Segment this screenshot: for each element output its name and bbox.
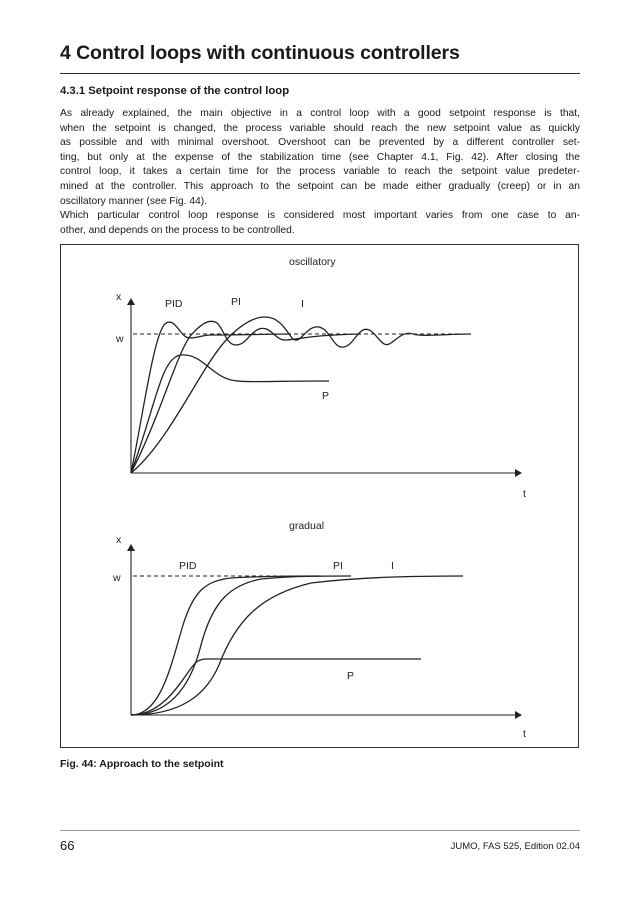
top-setpoint-label: w (116, 333, 124, 345)
figure-frame (60, 244, 579, 748)
top-label-i: I (301, 298, 304, 310)
top-plot-title: oscillatory (289, 256, 336, 268)
top-x-axis-label: t (523, 488, 526, 500)
body-line: when the setpoint is changed, the process variable should reach the new setpoint value as quickly (60, 122, 580, 134)
bottom-label-i: I (391, 560, 394, 572)
title-divider (60, 73, 580, 74)
body-line: Which particular control loop response is considered most important varies from one case to an- (60, 210, 580, 222)
body-line: mined at the controller. This approach to the setpoint can be made either gradually (creep) or in an (60, 180, 580, 192)
bottom-label-pid: PID (179, 560, 197, 572)
chapter-title: 4 Control loops with continuous controllers (60, 42, 460, 64)
top-curve-p (131, 355, 329, 473)
body-line: As already explained, the main objective in a control loop with a good setpoint response is that, (60, 108, 580, 119)
body-line: oscillatory manner (see Fig. 44). (60, 195, 208, 207)
section-heading: 4.3.1 Setpoint response of the control loop (60, 85, 290, 97)
figure-caption: Fig. 44: Approach to the setpoint (60, 758, 224, 770)
top-y-axis-label: x (116, 291, 122, 303)
bottom-curve-pi (131, 576, 351, 715)
top-curve-i (131, 317, 471, 473)
top-label-pi: PI (231, 296, 241, 308)
bottom-setpoint-label: w (113, 572, 121, 584)
bottom-label-p: P (347, 670, 355, 682)
bottom-label-pi: PI (333, 560, 343, 572)
body-line: other, and depends on the process to be controlled. (60, 224, 295, 236)
bottom-plot-title: gradual (289, 520, 325, 532)
setpoint-response-diagram (61, 245, 580, 749)
top-label-p: P (322, 390, 330, 402)
body-line: ting, but only at the expense of the stabilization time (see Chapter 4.1, Fig. 42). After closing the (60, 151, 580, 163)
footer-divider (60, 830, 580, 831)
bottom-curve-pid (131, 576, 321, 715)
bottom-y-axis-label: x (116, 534, 122, 546)
bottom-curve-p (131, 659, 421, 715)
body-line: control loop, it takes a certain time for the process variable to reach the setpoint value predeter- (60, 166, 580, 178)
body-line: as possible and with minimal overshoot. Overshoot can be prevented by a different controller set- (60, 137, 580, 149)
top-label-pid: PID (165, 298, 183, 310)
bottom-x-axis-label: t (523, 728, 526, 740)
page-number: 66 (60, 838, 75, 853)
bottom-curve-i (131, 576, 463, 715)
body-paragraph (60, 107, 580, 238)
footer-reference: JUMO, FAS 525, Edition 02.04 (450, 841, 580, 852)
